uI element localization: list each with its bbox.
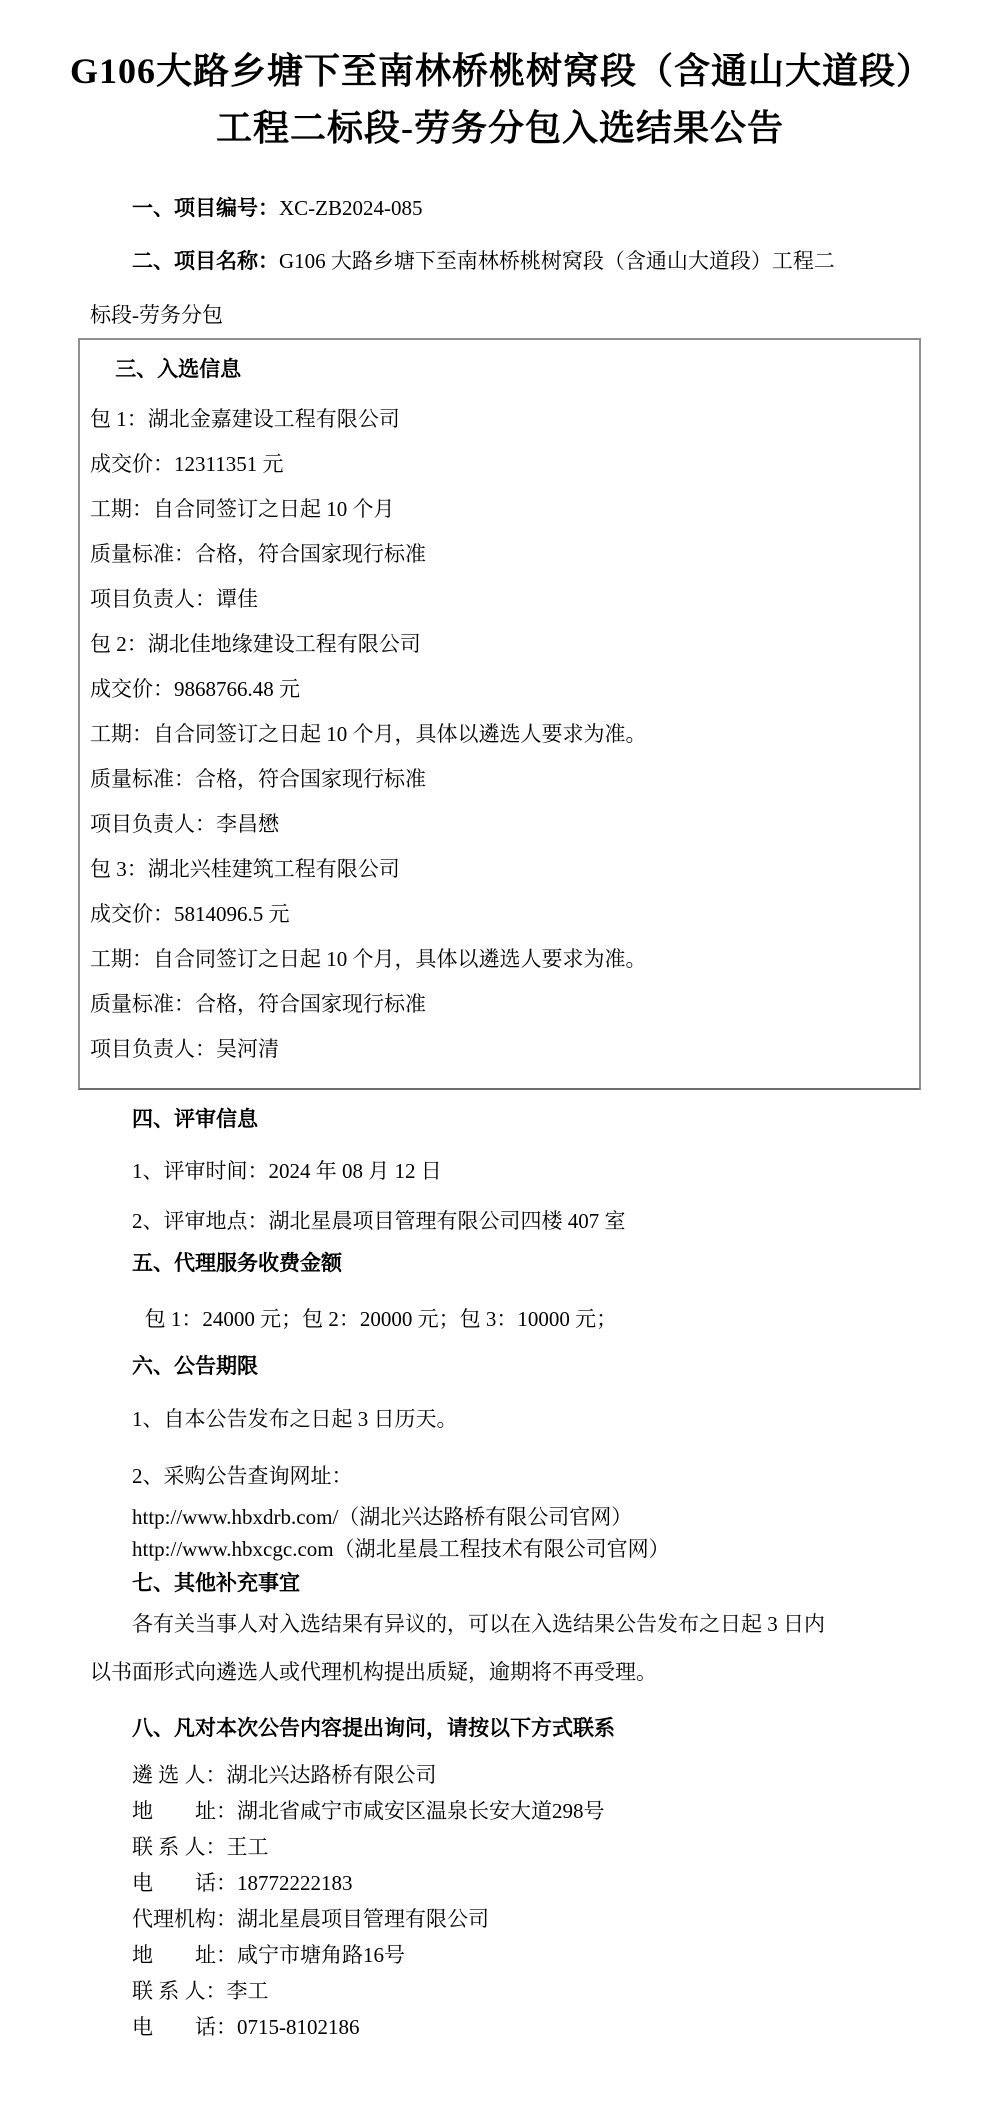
project-number-line (90, 191, 930, 225)
supplement-line-1: 各有关当事人对入选结果有异议的，可以在入选结果公告发布之日起 3 日内 (132, 1612, 825, 1636)
notice-url-list (90, 1501, 930, 1565)
selection-package1-duration: 工期：自合同签订之日起 10 个月 (90, 497, 395, 521)
notice-period-duration: 1、自本公告发布之日起 3 日历天。 (132, 1407, 458, 1431)
contact-agency-phone-line (90, 2009, 930, 2045)
section-heading-supplement: 七、其他补充事宜 (132, 1571, 300, 1595)
selection-package3-supplier: 包 3：湖北兴桂建筑工程有限公司 (90, 857, 400, 881)
section-heading-contact: 八、凡对本次公告内容提出询问，请按以下方式联系 (132, 1716, 615, 1740)
agency-fee-amounts: 包 1：24000 元；包 2：20000 元；包 3：10000 元； (144, 1307, 618, 1331)
selection-package3-price: 成交价：5814096.5 元 (90, 902, 290, 926)
contact-agency-address-value: 咸宁市塘角路16号 (237, 1943, 405, 1967)
contact-selector-value: 湖北兴达路桥有限公司 (226, 1763, 437, 1787)
selection-package1-price: 成交价：12311351 元 (90, 452, 284, 476)
contact-selector-person-label: 联 系 人： (132, 1835, 227, 1859)
selection-package3-quality: 质量标准：合格，符合国家现行标准 (90, 992, 426, 1016)
contact-selector-phone-line (90, 1865, 930, 1901)
review-location-line: 2、评审地点：湖北星晨项目管理有限公司四楼 407 室 (132, 1209, 626, 1233)
notice-period-url-label: 2、采购公告查询网址： (132, 1464, 353, 1488)
project-number-label: 一、项目编号： (132, 196, 279, 220)
section-heading-notice-period: 六、公告期限 (132, 1354, 258, 1378)
contact-agency-phone-label: 电 话： (132, 2015, 237, 2039)
contact-block (90, 1757, 930, 2045)
contact-agency-address-line (90, 1937, 930, 1973)
contact-selector-phone-value: 18772222183 (237, 1871, 353, 1895)
contact-agency-person-value: 李工 (226, 1979, 269, 2003)
contact-agency-phone-value: 0715-8102186 (237, 2015, 360, 2039)
document-title (70, 43, 934, 157)
selection-package1-manager: 项目负责人：谭佳 (90, 587, 258, 611)
selection-package2-duration: 工期：自合同签订之日起 10 个月，具体以遴选人要求为准。 (90, 722, 647, 746)
contact-agency-value: 湖北星晨项目管理有限公司 (237, 1907, 489, 1931)
contact-selector-address-line (90, 1793, 930, 1829)
project-name-line (90, 235, 930, 287)
selection-package1-supplier: 包 1：湖北金嘉建设工程有限公司 (90, 407, 400, 431)
selection-package3-manager: 项目负责人：吴河清 (90, 1037, 279, 1061)
notice-url-xingchen: http://www.hbxcgc.com（湖北星晨工程技术有限公司官网） (132, 1537, 670, 1561)
contact-agency-line (90, 1901, 930, 1937)
selection-package2-price: 成交价：9868766.48 元 (90, 677, 300, 701)
project-name-value: G106 大路乡塘下至南林桥桃树窝段（含通山大道段）工程二 (279, 249, 835, 273)
contact-selector-line (90, 1757, 930, 1793)
contact-agency-person-label: 联 系 人： (132, 1979, 227, 2003)
section-heading-selection: 三、入选信息 (115, 357, 242, 381)
selection-package2-manager: 项目负责人：李昌懋 (90, 812, 279, 836)
contact-agency-person-line (90, 1973, 930, 2009)
section-heading-review: 四、评审信息 (132, 1107, 258, 1131)
selection-info-box (78, 338, 921, 1090)
contact-selector-phone-label: 电 话： (132, 1871, 237, 1895)
selection-package3-duration: 工期：自合同签订之日起 10 个月，具体以遴选人要求为准。 (90, 947, 647, 971)
project-name-label: 二、项目名称： (132, 249, 279, 273)
selection-package1-quality: 质量标准：合格，符合国家现行标准 (90, 542, 426, 566)
document-title-line-2: 工程二标段-劳务分包入选结果公告 (216, 108, 784, 148)
project-number-value: XC-ZB2024-085 (279, 196, 423, 220)
review-time-line: 1、评审时间：2024 年 08 月 12 日 (132, 1159, 442, 1183)
supplement-line-2: 以书面形式向遴选人或代理机构提出质疑，逾期将不再受理。 (90, 1660, 657, 1684)
contact-selector-person-value: 王工 (226, 1835, 269, 1859)
selection-package2-supplier: 包 2：湖北佳地缘建设工程有限公司 (90, 632, 421, 656)
contact-selector-label: 遴 选 人： (132, 1763, 227, 1787)
contact-selector-address-value: 湖北省咸宁市咸安区温泉长安大道298号 (237, 1799, 605, 1823)
contact-agency-label: 代理机构： (132, 1907, 237, 1931)
document-title-line-1: G106大路乡塘下至南林桥桃树窝段（含通山大道段） (70, 51, 934, 91)
announcement-document (0, 43, 1000, 2085)
project-name-continuation: 标段-劳务分包 (90, 303, 223, 327)
selection-package2-quality: 质量标准：合格，符合国家现行标准 (90, 767, 426, 791)
notice-url-xingda: http://www.hbxdrb.com/（湖北兴达路桥有限公司官网） (132, 1505, 633, 1529)
contact-agency-address-label: 地 址： (132, 1943, 237, 1967)
contact-selector-person-line (90, 1829, 930, 1865)
section-heading-agency-fee: 五、代理服务收费金额 (132, 1251, 342, 1275)
supplement-paragraph (90, 1600, 930, 1696)
contact-selector-address-label: 地 址： (132, 1799, 237, 1823)
